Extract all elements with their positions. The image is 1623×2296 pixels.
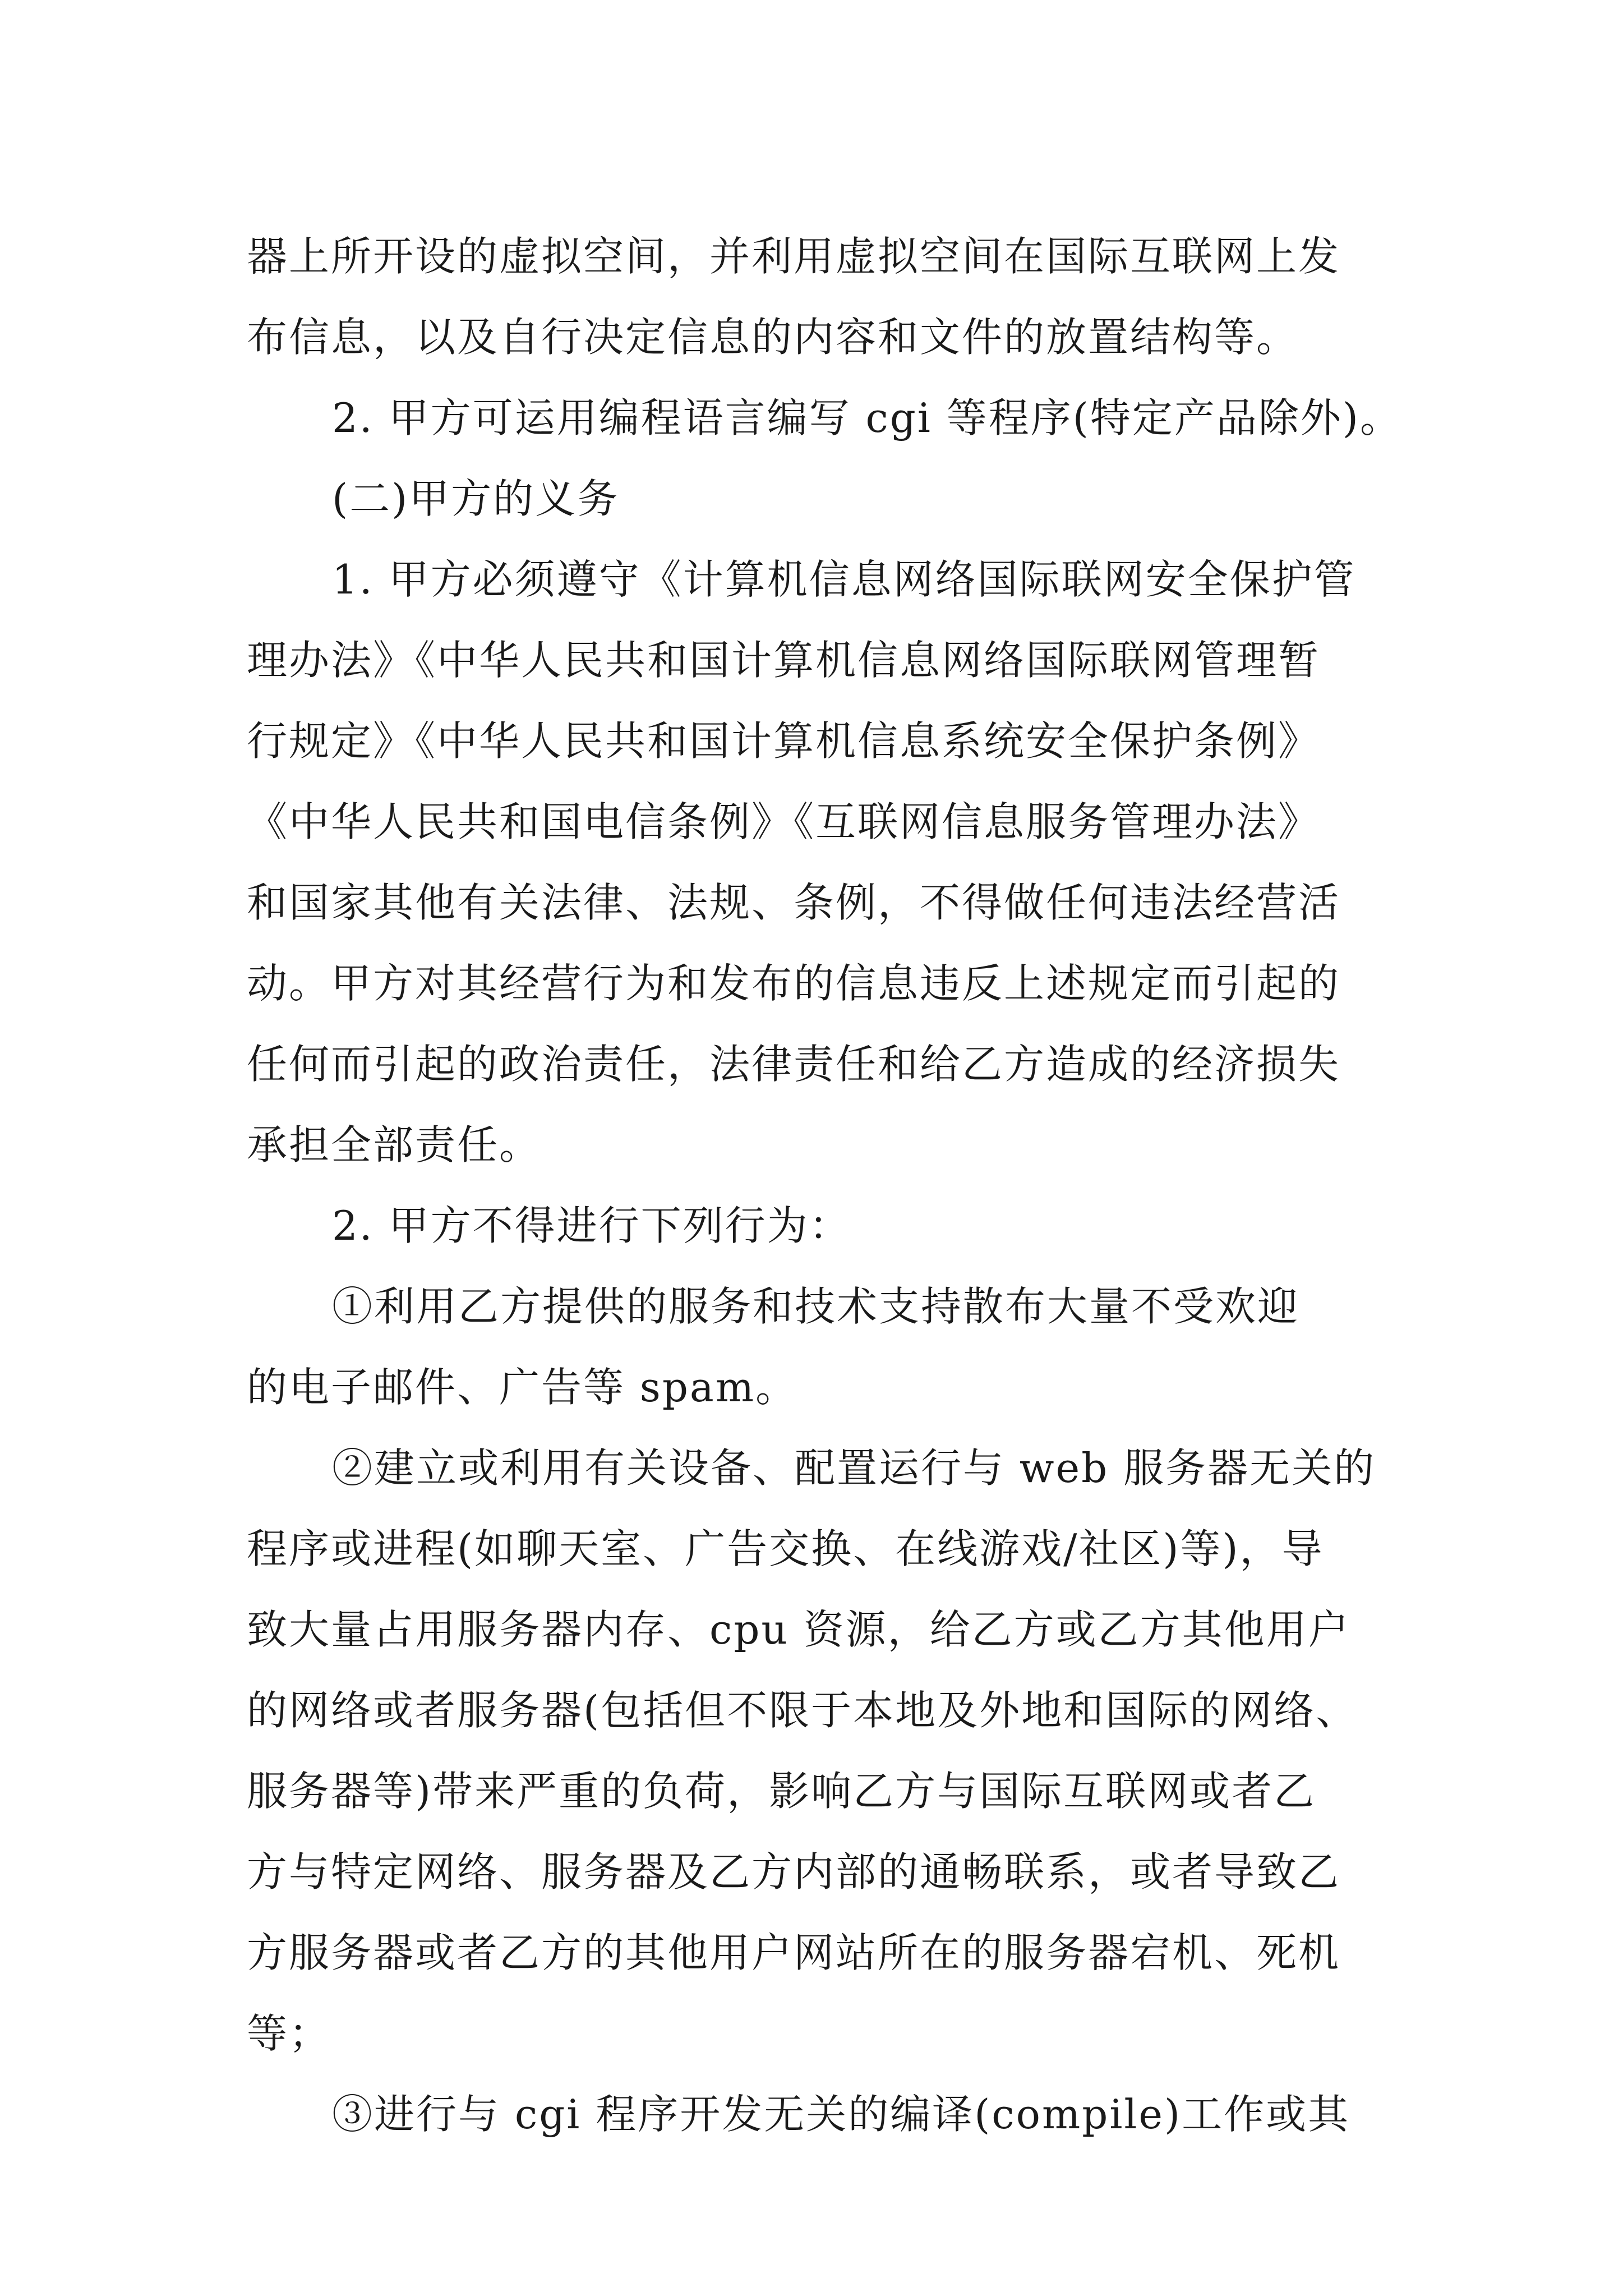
text-line: 理办法》《中华人民共和国计算机信息网络国际联网管理暂	[247, 637, 1321, 684]
text-line: (二)甲方的义务	[332, 475, 620, 522]
text-line: 《中华人民共和国电信条例》《互联网信息服务管理办法》	[247, 798, 1321, 845]
text-line: ①利用乙方提供的服务和技术支持散布大量不受欢迎	[332, 1283, 1300, 1330]
text-line: 动。甲方对其经营行为和发布的信息违反上述规定而引起的	[247, 960, 1341, 1007]
text-line: 布信息，以及自行决定信息的内容和文件的放置结构等。	[247, 314, 1299, 361]
text-line: 1. 甲方必须遵守《计算机信息网络国际联网安全保护管	[332, 556, 1356, 603]
text-line: 致大量占用服务器内存、cpu 资源，给乙方或乙方其他用户	[247, 1606, 1350, 1653]
text-line: ②建立或利用有关设备、配置运行与 web 服务器无关的	[332, 1444, 1376, 1492]
text-line: 的网络或者服务器(包括但不限于本地及外地和国际的网络、	[247, 1687, 1358, 1734]
text-line: 器上所开设的虚拟空间，并利用虚拟空间在国际互联网上发	[247, 233, 1341, 280]
text-line: 等；	[247, 2010, 331, 2057]
text-line: 2. 甲方不得进行下列行为：	[332, 1202, 851, 1249]
text-line: 和国家其他有关法律、法规、条例，不得做任何违法经营活	[247, 879, 1341, 926]
document-body	[247, 216, 1402, 2155]
text-line: 2. 甲方可运用编程语言编写 cgi 等程序(特定产品除外)。	[332, 394, 1402, 441]
text-line: 方服务器或者乙方的其他用户网站所在的服务器宕机、死机	[247, 1929, 1341, 1976]
text-line: 服务器等)带来严重的负荷，影响乙方与国际互联网或者乙	[247, 1768, 1316, 1815]
text-line: 行规定》《中华人民共和国计算机信息系统安全保护条例》	[247, 717, 1321, 765]
text-line: 的电子邮件、广告等 spam。	[247, 1364, 798, 1411]
text-line: 程序或进程(如聊天室、广告交换、在线游戏/社区)等)，导	[247, 1525, 1324, 1572]
text-line: ③进行与 cgi 程序开发无关的编译(compile)工作或其	[332, 2091, 1350, 2138]
text-line: 承担全部责任。	[247, 1121, 542, 1168]
text-line: 任何而引起的政治责任，法律责任和给乙方造成的经济损失	[247, 1041, 1341, 1088]
text-line: 方与特定网络、服务器及乙方内部的通畅联系，或者导致乙	[247, 1848, 1341, 1895]
